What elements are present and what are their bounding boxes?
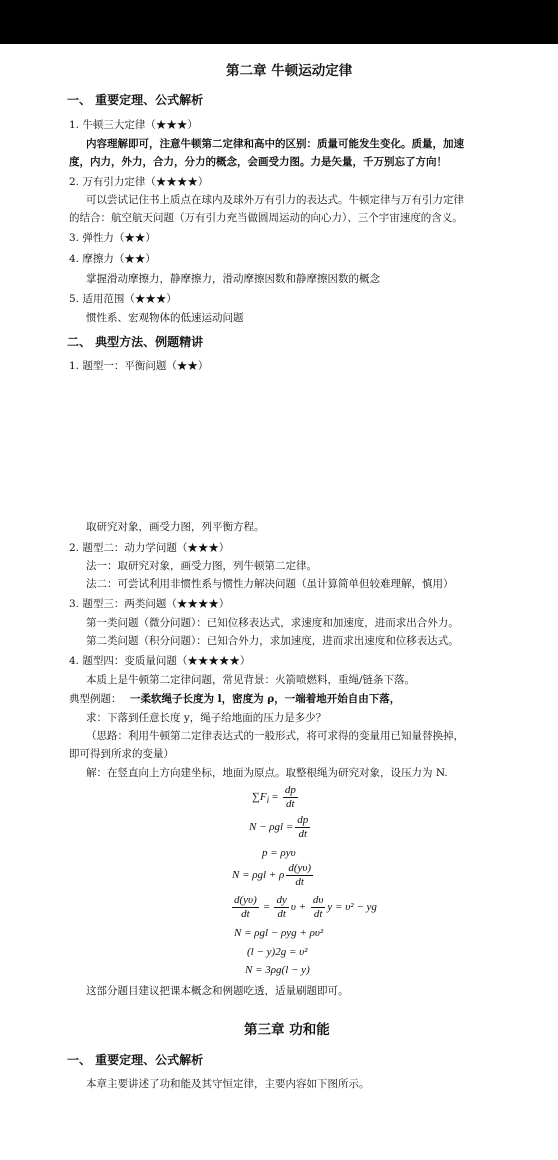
equation-6: N = ρgl − ρyg + ρυ² <box>234 927 324 939</box>
top-status-bar <box>0 0 558 44</box>
type2-method1: 法一：取研究对象，画受力图，列牛顿第二定律。 <box>86 560 317 572</box>
eq4-lhs: N = ρgl + ρ <box>232 869 285 882</box>
item2-title: 2. 万有引力定律（★★★★） <box>69 176 209 188</box>
item5-body: 惯性系、宏观物体的低速运动问题 <box>86 312 244 324</box>
eq5-den2: dt <box>277 908 286 920</box>
eq5-tail: y = υ² − yg <box>327 901 377 914</box>
equation-1: $\sum F_i$ = $\frac{dp}{dt}$ <box>252 784 296 810</box>
chapter2-title: 第二章 牛顿运动定律 <box>226 63 353 79</box>
eq5-num3: dυ <box>312 894 324 906</box>
equation-7: (l − y)2g = υ² <box>247 946 308 958</box>
equation-5: $\frac{d(y\upsilon)}{dt}$ = $\frac{dy}{dt}$ υ + $\frac{d\upsilon}{dt}$ y = υ² − yg <box>234 894 377 920</box>
example-question: 求：下落到任意长度 y，绳子给地面的压力是多少？ <box>86 712 327 724</box>
equation-8: N = 3ρg(l − y) <box>245 964 310 976</box>
type2-title: 2. 题型二：动力学问题（★★★） <box>69 542 230 554</box>
example-hint-line2: 即可得到所求的变量） <box>69 748 174 760</box>
eq4-num: d(yυ) <box>288 862 312 874</box>
ch2-section2-heading: 二、 典型方法、例题精讲 <box>67 335 204 349</box>
example-hint-line1: （思路：利用牛顿第二定律表达式的一般形式，将可求得的变量用已知量替换掉， <box>86 730 464 742</box>
example-solution: 解：在竖直向上方向建坐标，地面为原点。取整根绳为研究对象，设压力为 N. <box>86 767 448 779</box>
eq1-sub: i <box>266 795 270 806</box>
eq1-num: dp <box>284 784 296 796</box>
eq4-den: dt <box>295 876 304 888</box>
equation-3: p = ρyυ <box>262 847 296 859</box>
eq5-num1: d(yυ) <box>234 894 257 906</box>
item5-title: 5. 适用范围（★★★） <box>69 293 177 305</box>
eq2-frac <box>295 814 310 841</box>
item3-title: 3. 弹性力（★★） <box>69 232 156 244</box>
eq5-num2: dy <box>276 894 287 906</box>
eq5-den3: dt <box>313 908 323 920</box>
type1-body: 取研究对象，画受力图，列平衡方程。 <box>86 521 265 533</box>
ch3-section1-heading: 一、 重要定理、公式解析 <box>67 1053 204 1067</box>
equation-4 <box>232 862 315 889</box>
equation-2 <box>249 814 312 841</box>
example-statement: 一柔软绳子长度为 l，密度为 ρ，一端着地开始自由下落， <box>130 693 401 705</box>
item1-title: 1. 牛顿三大定律（★★★） <box>69 119 198 131</box>
type3-title: 3. 题型三：两类问题（★★★★） <box>69 598 230 610</box>
eq2-num: dp <box>297 814 309 826</box>
type2-method2: 法二：可尝试利用非惯性系与惯性力解决问题（虽计算简单但较难理解，慎用） <box>86 578 454 590</box>
eq2-den: dt <box>298 828 308 840</box>
chapter3-intro: 本章主要讲述了功和能及其守恒定律，主要内容如下图所示。 <box>86 1078 370 1090</box>
item2-body-line2: 的结合：航空航天问题（万有引力充当做圆周运动的向心力）、三个宇宙速度的含义。 <box>69 212 463 224</box>
eq4-frac <box>286 862 313 889</box>
item1-body-line1: 内容理解即可，注意牛顿第二定律和高中的区别：质量可能发生变化。质量，加速 <box>86 138 464 150</box>
type3-case2: 第二类问题（积分问题）：已知合外力，求加速度，进而求出速度和位移表达式。 <box>86 635 459 647</box>
item1-body-line2: 度，内力，外力，合力，分力的概念，会画受力图。力是矢量，千万别忘了方向！ <box>69 156 447 168</box>
type1-title: 1. 题型一：平衡问题（★★） <box>69 360 209 372</box>
eq1-lhs: ∑F <box>252 791 267 804</box>
figure-blank-area <box>86 378 506 514</box>
item2-body-line1: 可以尝试记住书上质点在球内及球外万有引力的表达式。牛顿定律与万有引力定律 <box>86 194 464 206</box>
eq2-lhs: N − ρgl = <box>249 821 294 834</box>
item4-body: 掌握滑动摩擦力，静摩擦力，滑动摩擦因数和静摩擦因数的概念 <box>86 273 380 285</box>
item4-title: 4. 摩擦力（★★） <box>69 253 156 265</box>
type4-title: 4. 题型四：变质量问题（★★★★★） <box>69 655 251 667</box>
type4-body: 本质上是牛顿第二定律问题，常见背景：火箭喷燃料，重绳/链条下落。 <box>86 674 416 686</box>
eq5-frac3 <box>311 894 326 921</box>
type3-case1: 第一类问题（微分问题）：已知位移表达式，求速度和加速度，进而求出合外力。 <box>86 617 459 629</box>
ch2-section1-heading: 一、 重要定理、公式解析 <box>67 93 204 107</box>
eq5-mid: υ + <box>290 901 309 914</box>
eq1-frac <box>283 784 298 811</box>
eq5-den1: dt <box>241 908 250 920</box>
chapter3-title: 第三章 功和能 <box>244 1022 330 1038</box>
example-label: 典型例题： <box>69 693 122 705</box>
eq5-frac1 <box>232 894 259 921</box>
eq5-frac2 <box>274 894 288 921</box>
chapter2-conclusion: 这部分题目建议把课本概念和例题吃透，适量刷题即可。 <box>86 985 349 997</box>
eq1-den: dt <box>286 798 295 810</box>
